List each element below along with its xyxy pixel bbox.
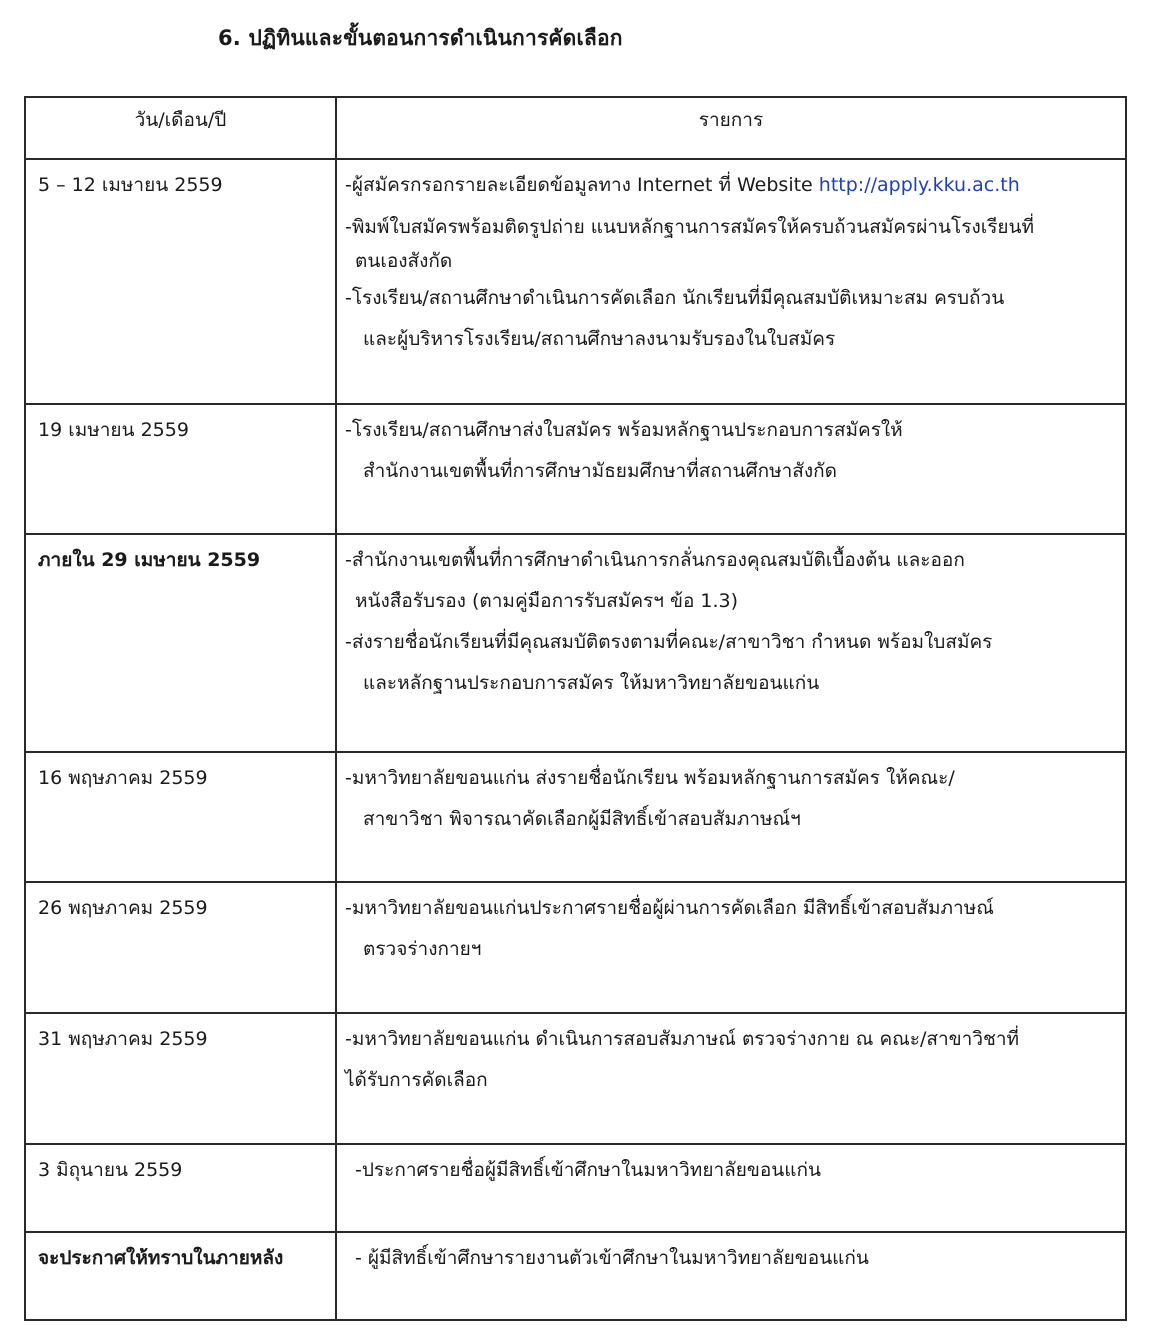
row-date: ภายใน 29 เมษายน 2559 bbox=[25, 534, 336, 752]
row-items bbox=[336, 752, 1126, 882]
item-line: -โรงเรียน/สถานศึกษาดำเนินการคัดเลือก นักเรียนที่มีคุณสมบัติเหมาะสม ครบถ้วน bbox=[345, 287, 1005, 309]
row-items bbox=[336, 1144, 1126, 1232]
table-row bbox=[25, 1232, 1126, 1320]
item-line: ตรวจร่างกายฯ bbox=[363, 938, 482, 960]
table-row bbox=[25, 534, 1126, 752]
row-date: 16 พฤษภาคม 2559 bbox=[25, 752, 336, 882]
item-line: และผู้บริหารโรงเรียน/สถานศึกษาลงนามรับรองในใบสมัคร bbox=[363, 328, 836, 350]
item-line bbox=[345, 165, 1117, 206]
website-link[interactable]: http://apply.kku.ac.th bbox=[818, 174, 1020, 196]
table-row bbox=[25, 1013, 1126, 1144]
item-line: -มหาวิทยาลัยขอนแก่น ดำเนินการสอบสัมภาษณ์ ตรวจร่างกาย ณ คณะ/สาขาวิชาที่ bbox=[345, 1028, 1020, 1050]
row-date: จะประกาศให้ทราบในภายหลัง bbox=[25, 1232, 336, 1320]
row-date: 26 พฤษภาคม 2559 bbox=[25, 882, 336, 1013]
row-items bbox=[336, 1013, 1126, 1144]
item-line: -มหาวิทยาลัยขอนแก่นประกาศรายชื่อผู้ผ่านการคัดเลือก มีสิทธิ์เข้าสอบสัมภาษณ์ bbox=[345, 897, 994, 919]
item-line: - ผู้มีสิทธิ์เข้าศึกษารายงานตัวเข้าศึกษาในมหาวิทยาลัยขอนแก่น bbox=[355, 1247, 869, 1269]
table-header-row bbox=[25, 97, 1126, 159]
row-items bbox=[336, 882, 1126, 1013]
row-date: 3 มิถุนายน 2559 bbox=[25, 1144, 336, 1232]
table-row bbox=[25, 404, 1126, 534]
table-row bbox=[25, 752, 1126, 882]
item-line: -ประกาศรายชื่อผู้มีสิทธิ์เข้าศึกษาในมหาวิทยาลัยขอนแก่น bbox=[355, 1159, 822, 1181]
page-title: 6. ปฏิทินและขั้นตอนการดำเนินการคัดเลือก bbox=[218, 26, 623, 50]
table-row bbox=[25, 882, 1126, 1013]
item-line: สาขาวิชา พิจารณาคัดเลือกผู้มีสิทธิ์เข้าสอบสัมภาษณ์ฯ bbox=[363, 808, 801, 830]
table-row bbox=[25, 1144, 1126, 1232]
item-line: ตนเองสังกัด bbox=[355, 250, 453, 272]
item-line: -สำนักงานเขตพื้นที่การศึกษาดำเนินการกลั่นกรองคุณสมบัติเบื้องต้น และออก bbox=[345, 549, 965, 571]
item-line: ได้รับการคัดเลือก bbox=[345, 1069, 488, 1091]
item-line: -โรงเรียน/สถานศึกษาส่งใบสมัคร พร้อมหลักฐานประกอบการสมัครให้ bbox=[345, 419, 903, 441]
item-line: หนังสือรับรอง (ตามคู่มือการรับสมัครฯ ข้อ 1.3) bbox=[355, 590, 739, 612]
row-items bbox=[336, 534, 1126, 752]
table-row bbox=[25, 159, 1126, 404]
item-line: สำนักงานเขตพื้นที่การศึกษามัธยมศึกษาที่สถานศึกษาสังกัด bbox=[363, 460, 837, 482]
row-date: 19 เมษายน 2559 bbox=[25, 404, 336, 534]
item-line: -ส่งรายชื่อนักเรียนที่มีคุณสมบัติตรงตามที่คณะ/สาขาวิชา กำหนด พร้อมใบสมัคร bbox=[345, 631, 993, 653]
row-items bbox=[336, 159, 1126, 404]
item-line: -มหาวิทยาลัยขอนแก่น ส่งรายชื่อนักเรียน พร้อมหลักฐานการสมัคร ให้คณะ/ bbox=[345, 767, 955, 789]
row-date: 5 – 12 เมษายน 2559 bbox=[25, 159, 336, 404]
column-header-items: รายการ bbox=[336, 97, 1126, 159]
item-line: และหลักฐานประกอบการสมัคร ให้มหาวิทยาลัยขอนแก่น bbox=[363, 672, 820, 694]
row-items bbox=[336, 1232, 1126, 1320]
item-line: -พิมพ์ใบสมัครพร้อมติดรูปถ่าย แนบหลักฐานการสมัครให้ครบถ้วนสมัครผ่านโรงเรียนที่ bbox=[345, 216, 1035, 238]
item-line-text: -ผู้สมัครกรอกรายละเอียดข้อมูลทาง Internet ที่ Website bbox=[345, 174, 819, 196]
schedule-table bbox=[24, 96, 1127, 1321]
row-items bbox=[336, 404, 1126, 534]
row-date: 31 พฤษภาคม 2559 bbox=[25, 1013, 336, 1144]
column-header-date: วัน/เดือน/ปี bbox=[25, 97, 336, 159]
